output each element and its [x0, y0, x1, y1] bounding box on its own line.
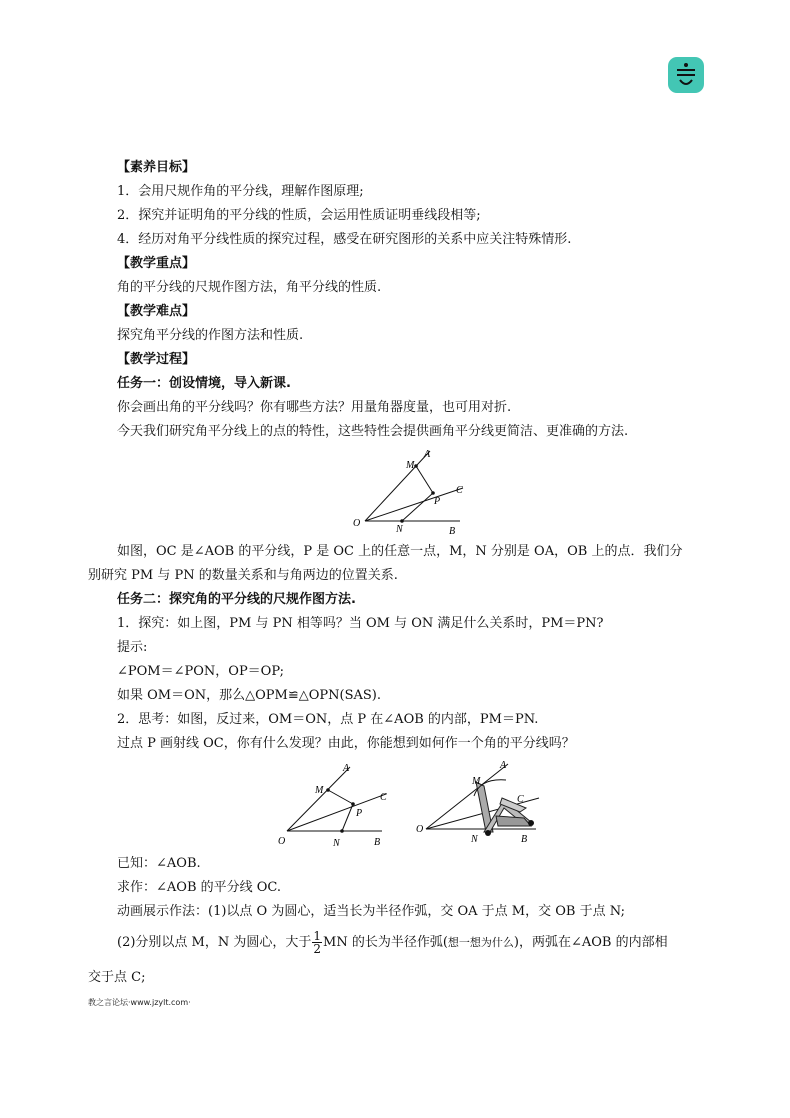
label-N: N [396, 524, 403, 535]
task2-question: 过点 P 画射线 OC，你有什么发现？由此，你能想到如何作一个角的平分线吗？ [117, 736, 575, 751]
brand-logo-icon [668, 57, 704, 93]
label-B: B [521, 834, 528, 845]
label-C: C [517, 794, 524, 805]
label-A: A [424, 449, 431, 460]
label-O: O [353, 518, 361, 529]
fig1-caption: 如图，OC 是∠AOB 的平分线，P 是 OC 上的任意一点，M，N 分别是 OA，OB 上的点．我们分 [117, 544, 683, 559]
goal-item: 2．探究并证明角的平分线的性质，会运用性质证明垂线段相等; [117, 208, 481, 223]
angle-bisector-figure [345, 446, 475, 536]
animation-figure [414, 756, 544, 848]
label-A: A [500, 760, 507, 771]
fraction-numerator: 1 [313, 929, 322, 943]
label-M: M [315, 785, 324, 796]
known-text: 已知：∠AOB. [117, 856, 201, 871]
task1-heading: 任务一：创设情境，导入新课. [117, 376, 291, 391]
label-A: A [343, 763, 350, 774]
label-C: C [456, 485, 463, 496]
label-B: B [374, 837, 381, 848]
task1-paragraph: 你会画出角的平分线吗？你有哪些方法？用量角器度量，也可用对折. [117, 400, 512, 415]
task2-question: 2．思考：如图，反过来，OM＝ON，点 P 在∠AOB 的内部，PM＝PN. [117, 712, 539, 727]
hint-label: 提示: [117, 640, 148, 655]
label-C: C [380, 792, 387, 803]
construct-text: 求作：∠AOB 的平分线 OC. [117, 880, 282, 895]
fig1-caption: 别研究 PM 与 PN 的数量关系和与角两边的位置关系. [88, 568, 398, 583]
label-M: M [406, 460, 415, 471]
hint-line: ∠POM＝∠PON，OP＝OP; [117, 664, 285, 679]
animation-step-post: )，两弧在∠AOB 的内部相 [513, 935, 668, 950]
animation-step-note: 想一想为什么 [447, 936, 514, 949]
construction-figure [274, 760, 394, 850]
goal-item: 1．会用尺规作角的平分线，理解作图原理; [117, 184, 364, 199]
fraction-half [312, 930, 322, 955]
label-M: M [472, 776, 481, 787]
label-O: O [278, 836, 286, 847]
animation-step: 动画展示作法：(1)以点 O 为圆心，适当长为半径作弧，交 OA 于点 M，交 OB 于点 N; [117, 904, 625, 919]
animation-step: 交于点 C; [88, 970, 146, 985]
label-B: B [449, 526, 456, 536]
task2-heading: 任务二：探究角的平分线的尺规作图方法. [117, 592, 356, 607]
animation-step-pre: (2)分别以点 M，N 为圆心，大于 [117, 935, 312, 950]
label-N: N [471, 834, 478, 845]
label-P: P [356, 808, 363, 819]
key-text: 角的平分线的尺规作图方法，角平分线的性质. [117, 280, 382, 295]
label-N: N [333, 838, 340, 849]
fraction-denominator: 2 [313, 942, 322, 956]
label-P: P [434, 496, 441, 507]
animation-step [117, 930, 668, 955]
key-heading: 【教学重点】 [117, 256, 196, 271]
difficulty-heading: 【教学难点】 [117, 304, 196, 319]
goal-item: 4．经历对角平分线性质的探究过程，感受在研究图形的关系中应关注特殊情形. [117, 232, 572, 247]
task1-paragraph: 今天我们研究角平分线上的点的特性，这些特性会提供画角平分线更简洁、更准确的方法. [117, 424, 629, 439]
label-O: O [416, 824, 424, 835]
process-heading: 【教学过程】 [117, 352, 196, 367]
hint-line: 如果 OM＝ON，那么△OPM≌△OPN(SAS). [117, 688, 381, 703]
footer-text: 教之言论坛·www.jzylt.com· [88, 998, 191, 1007]
difficulty-text: 探究角平分线的作图方法和性质. [117, 328, 304, 343]
goals-heading: 【素养目标】 [117, 160, 196, 175]
animation-step-mid: MN 的长为半径作弧( [323, 935, 448, 950]
task2-question: 1．探究：如上图，PM 与 PN 相等吗？当 OM 与 ON 满足什么关系时，PM＝PN? [117, 616, 604, 631]
